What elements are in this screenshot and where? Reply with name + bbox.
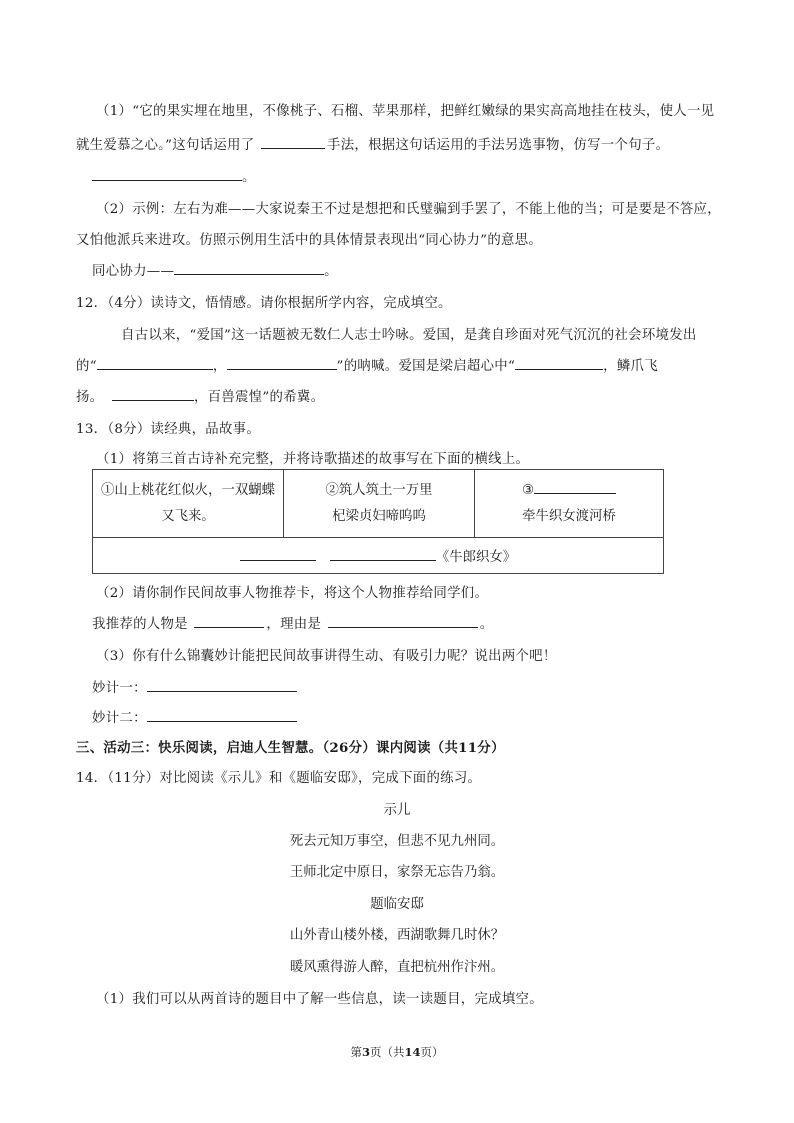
- page-number: 3: [361, 1045, 370, 1059]
- answer-blank[interactable]: [92, 166, 242, 181]
- poem2-line: 暖风熏得游人醉，直把杭州作汴州。: [289, 960, 505, 975]
- q13-tip1: 妙计一：: [92, 677, 297, 696]
- q11-part2-line3: 同心协力—— 。: [92, 260, 338, 279]
- recommend-person-blank[interactable]: [194, 613, 264, 628]
- q11-part1-line1: （1）“它的果实埋在地里，不像桃子、石榴、苹果那样，把鲜红嫩绿的果实高高地挂在枝头，使人一见: [96, 104, 715, 119]
- q11-part1-line3: 。: [92, 166, 256, 185]
- poem1-line: 王师北定中原日，家祭无忘告乃翁。: [289, 865, 505, 880]
- recommend-reason-blank[interactable]: [328, 613, 478, 628]
- q12-line1: 自古以来，“爱国”这一话题被无数仁人志士吟咏。爱国，是龚自珍面对死气沉沉的社会环境发出: [121, 328, 697, 343]
- answer-blank[interactable]: [330, 546, 436, 561]
- poem1-line: 死去元知万事空，但悲不见九州同。: [289, 834, 505, 849]
- q12-line2: 的“ ， ”的呐喊。爱国是梁启超心中“ ，鳞爪飞: [76, 355, 658, 374]
- q11-part2-line1: （2）示例：左右为难——大家说秦王不过是想把和氏璧骗到手罢了，不能上他的当；可是要是不答应，: [96, 202, 721, 217]
- q13-header: 13．（8分）读经典，品故事。: [76, 422, 261, 437]
- poem1-title: 示儿: [383, 803, 411, 818]
- q13-recommend: 我推荐的人物是 ，理由是 。: [92, 613, 493, 632]
- poem2-line: 山外青山楼外楼，西湖歌舞几时休？: [289, 928, 505, 943]
- answer-blank[interactable]: [147, 707, 297, 722]
- q11-part1-line2: 就生爱慕之心。”这句话运用了 手法，根据这句话运用的手法另选事物，仿写一个句子。: [76, 134, 669, 153]
- answer-blank[interactable]: [534, 479, 616, 494]
- section-heading: 三、活动三：快乐阅读，启迪人生智慧。（26分）课内阅读（共11分）: [76, 740, 505, 756]
- q12-header: 12．（4分）读诗文，悟情感。请你根据所学内容，完成填空。: [76, 296, 452, 311]
- poem-cell-2: ②筑人筑土一万里 杞梁贞妇啼呜呜: [284, 470, 475, 538]
- q13-sub3: （3）你有什么锦囊妙计能把民间故事讲得生动、有吸引力呢？说出两个吧！: [96, 649, 557, 664]
- q13-sub1: （1）将第三首古诗补充完整，并将诗歌描述的故事写在下面的横线上。: [96, 452, 530, 467]
- q13-sub2: （2）请你制作民间故事人物推荐卡，将这个人物推荐给同学们。: [96, 586, 489, 601]
- q14-sub1: （1）我们可以从两首诗的题目中了解一些信息，读一读题目，完成填空。: [96, 992, 543, 1007]
- page-total: 14: [404, 1045, 421, 1059]
- answer-blank[interactable]: [112, 386, 194, 401]
- answer-blank[interactable]: [174, 260, 324, 275]
- story-answer-row: 《牛郎织女》: [93, 538, 664, 574]
- page-footer: 第3页（共14页）: [350, 1045, 444, 1059]
- poem-story-table: [92, 469, 664, 574]
- answer-blank[interactable]: [147, 677, 297, 692]
- q14-header: 14．（11分）对比阅读《示儿》和《题临安邸》，完成下面的练习。: [76, 771, 482, 786]
- answer-blank[interactable]: [227, 355, 337, 370]
- poem-cell-3: ③ 牵牛织女渡河桥: [475, 470, 664, 538]
- answer-blank[interactable]: [97, 355, 213, 370]
- answer-blank[interactable]: [240, 546, 316, 561]
- answer-blank[interactable]: [515, 355, 603, 370]
- q13-tip2: 妙计二：: [92, 707, 297, 726]
- poem-cell-1: ①山上桃花红似火，一双蝴蝶 又飞来。: [93, 470, 284, 538]
- poem2-title: 题临安邸: [370, 897, 424, 912]
- answer-blank[interactable]: [261, 134, 325, 149]
- q12-line3: 扬。 ，百兽震惶”的希冀。: [76, 386, 324, 405]
- q11-part2-line2: 又怕他派兵来进攻。仿照示例用生活中的具体情景表现出“同心协力”的意思。: [76, 233, 543, 248]
